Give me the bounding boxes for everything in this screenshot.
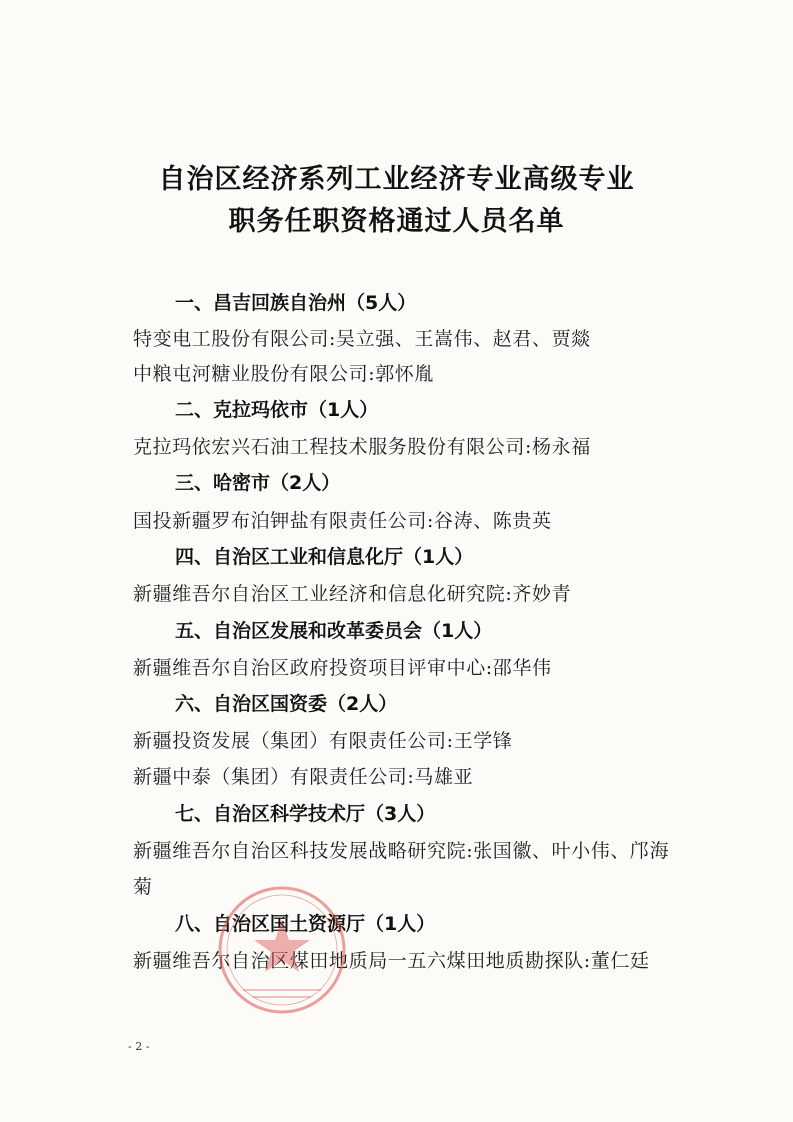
section-heading: 六、自治区国资委（2人） [175, 693, 398, 715]
section-line: 中粮屯河糖业股份有限公司:郭怀胤 [133, 363, 435, 385]
section-line: 新疆维吾尔自治区工业经济和信息化研究院:齐妙青 [133, 583, 572, 605]
section-line: 克拉玛依宏兴石油工程技术服务股份有限公司:杨永福 [133, 436, 591, 458]
document-title-line2: 职务任职资格通过人员名单 [228, 206, 565, 237]
section-line: 新疆维吾尔自治区政府投资项目评审中心:邵华伟 [133, 657, 552, 679]
section-heading: 三、哈密市（2人） [175, 472, 341, 494]
section-heading: 一、昌吉回族自治州（5人） [175, 292, 417, 314]
section-line: 新疆维吾尔自治区科技发展战略研究院:张国徽、叶小伟、邝海 [133, 840, 670, 862]
section-heading: 五、自治区发展和改革委员会（1人） [175, 620, 493, 642]
section-line: 国投新疆罗布泊钾盐有限责任公司:谷涛、陈贵英 [133, 510, 552, 532]
page-number: - 2 - [128, 1040, 150, 1053]
section-line: 新疆维吾尔自治区煤田地质局一五六煤田地质勘探队:董仁廷 [133, 950, 650, 972]
section-line: 新疆中泰（集团）有限责任公司:马雄亚 [133, 766, 474, 788]
section-heading: 七、自治区科学技术厅（3人） [175, 803, 436, 825]
section-line: 特变电工股份有限公司:吴立强、王嵩伟、赵君、贾燚 [133, 328, 591, 350]
seal-star-icon [254, 920, 310, 972]
official-seal-stamp [203, 878, 361, 1018]
section-heading: 二、克拉玛依市（1人） [175, 399, 379, 421]
section-heading: 八、自治区国土资源厅（1人） [175, 913, 436, 935]
section-line: 菊 [133, 876, 153, 898]
section-heading: 四、自治区工业和信息化厅（1人） [175, 546, 474, 568]
document-title-line1: 自治区经济系列工业经济专业高级专业 [158, 164, 635, 195]
section-line: 新疆投资发展（集团）有限责任公司:王学锋 [133, 730, 513, 752]
